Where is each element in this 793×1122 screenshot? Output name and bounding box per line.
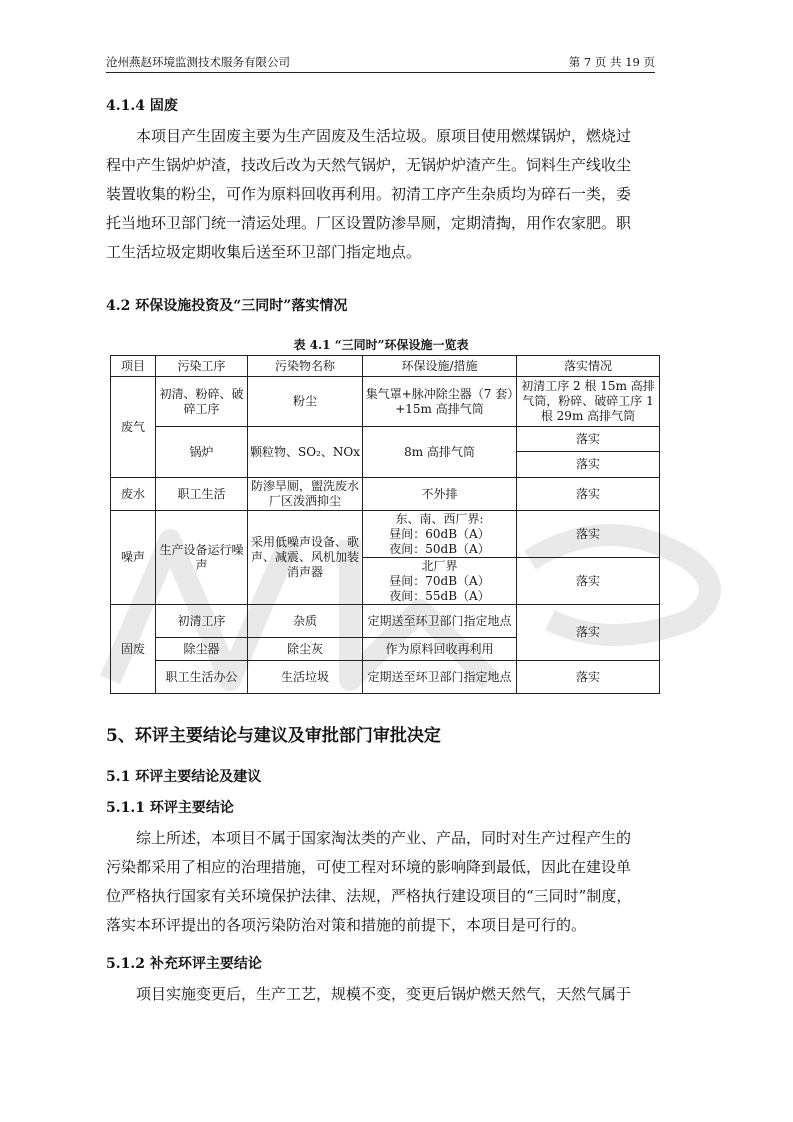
table-cell: 落实	[517, 661, 660, 694]
limit-line: 东、南、西厂界:	[395, 511, 484, 526]
category-cell: 噪声	[111, 511, 156, 605]
section-4-1-4-title: 4.1.4 固废	[106, 98, 178, 114]
paragraph-line: 位严格执行国家有关环境保护法律、法规，严格执行建设项目的“三同时”制度，	[106, 887, 632, 905]
table-cell: 初清工序	[156, 605, 248, 638]
table-cell: 落实	[517, 452, 660, 478]
section-5-1-2-title: 5.1.2 补充环评主要结论	[106, 956, 262, 972]
paragraph-line: 污染都采用了相应的治理措施，可使工程对环境的影响降到最低，因此在建设单	[106, 858, 632, 876]
table-row	[111, 427, 660, 452]
table-cell: 粉尘	[248, 377, 363, 427]
page-number: 第 7 页 共 19 页	[568, 55, 655, 69]
section-5-1-1-title: 5.1.1 环评主要结论	[106, 800, 234, 816]
table-row	[111, 478, 660, 511]
section-5-1-title: 5.1 环评主要结论及建议	[106, 769, 262, 785]
section-4-2-title: 4.2 环保设施投资及“三同时”落实情况	[106, 298, 348, 314]
table-cell: 定期送至环卫部门指定地点	[363, 661, 517, 694]
table-cell: 职工生活办公	[156, 661, 248, 694]
paragraph-line: 综上所述，本项目不属于国家淘汰类的产业、产品，同时对生产过程产生的	[136, 829, 632, 847]
table-cell: 除尘器	[156, 638, 248, 661]
paragraph-line: 托当地环卫部门统一清运处理。厂区设置防渗旱厕，定期清掏，用作农家肥。职	[106, 214, 632, 232]
table-cell	[363, 558, 517, 605]
paragraph-line: 项目实施变更后，生产工艺，规模不变，变更后锅炉燃天然气，天然气属于	[136, 985, 632, 1003]
category-cell: 废水	[111, 478, 156, 511]
header-cell: 污染工序	[156, 356, 248, 377]
table-header-row	[111, 356, 660, 377]
header-cell: 环保设施/措施	[363, 356, 517, 377]
header-cell: 落实情况	[517, 356, 660, 377]
table-cell: 落实	[517, 478, 660, 511]
category-cell: 废气	[111, 377, 156, 478]
table-cell: 颗粒物、SO₂、NOx	[248, 427, 363, 478]
table-cell: 除尘灰	[248, 638, 363, 661]
header-cell: 污染物名称	[248, 356, 363, 377]
table-cell: 不外排	[363, 478, 517, 511]
table-cell: 职工生活	[156, 478, 248, 511]
table-cell: 集气罩+脉冲除尘器（7 套）+15m 高排气筒	[363, 377, 517, 427]
table-cell: 生活垃圾	[248, 661, 363, 694]
section-5-1-2-body	[106, 980, 656, 1009]
table-cell	[363, 511, 517, 558]
table-cell: 采用低噪声设备、歌声、减震、风机加装消声器	[248, 511, 363, 605]
table-row	[111, 661, 660, 694]
category-cell: 固废	[111, 605, 156, 694]
paragraph-line: 装置收集的粉尘，可作为原料回收再利用。初清工序产生杂质均为碎石一类，委	[106, 185, 632, 203]
table-row	[111, 377, 660, 427]
table-row	[111, 511, 660, 558]
paragraph-line: 本项目产生固废主要为生产固废及生活垃圾。原项目使用燃煤锅炉，燃烧过	[136, 127, 632, 145]
table-cell: 8m 高排气筒	[363, 427, 517, 478]
table-cell: 落实	[517, 558, 660, 605]
limit-line: 夜间：50dB（A）	[389, 541, 490, 556]
table-cell: 防渗旱厕，盥洗废水厂区泼洒抑尘	[248, 478, 363, 511]
company-name: 沧州燕赵环境监测技术服务有限公司	[106, 55, 290, 69]
facilities-table	[110, 355, 660, 694]
table-cell: 落实	[517, 605, 660, 661]
table-cell: 落实	[517, 511, 660, 558]
table-caption: 表 4.1 “三同时”环保设施一览表	[293, 338, 469, 352]
section-4-1-4-body	[106, 122, 656, 267]
table-cell: 作为原料回收再利用	[363, 638, 517, 661]
table-cell: 杂质	[248, 605, 363, 638]
table-cell: 初清、粉碎、破碎工序	[156, 377, 248, 427]
paragraph-line: 工生活垃圾定期收集后送至环卫部门指定地点。	[106, 243, 422, 261]
paragraph-line: 程中产生锅炉炉渣，技改后改为天然气锅炉，无锅炉炉渣产生。饲料生产线收尘	[106, 156, 632, 174]
table-row	[111, 605, 660, 638]
section-5-title: 5、环评主要结论与建议及审批部门审批决定	[106, 726, 441, 746]
table-cell: 落实	[517, 427, 660, 452]
limit-line: 北厂界	[421, 558, 458, 573]
limit-line: 昼间：70dB（A）	[389, 573, 490, 588]
paragraph-line: 落实本环评提出的各项污染防治对策和措施的前提下，本项目是可行的。	[106, 916, 587, 934]
limit-line: 夜间：55dB（A）	[389, 588, 490, 603]
table-cell: 生产设备运行噪声	[156, 511, 248, 605]
header-cell: 项目	[111, 356, 156, 377]
limit-line: 昼间：60dB（A）	[389, 526, 490, 541]
table-cell: 锅炉	[156, 427, 248, 478]
section-5-1-1-body	[106, 824, 656, 940]
table-cell: 初清工序 2 根 15m 高排气筒，粉碎、破碎工序 1 根 29m 高排气筒	[517, 377, 660, 427]
table-cell: 定期送至环卫部门指定地点	[363, 605, 517, 638]
page-header	[106, 52, 655, 73]
